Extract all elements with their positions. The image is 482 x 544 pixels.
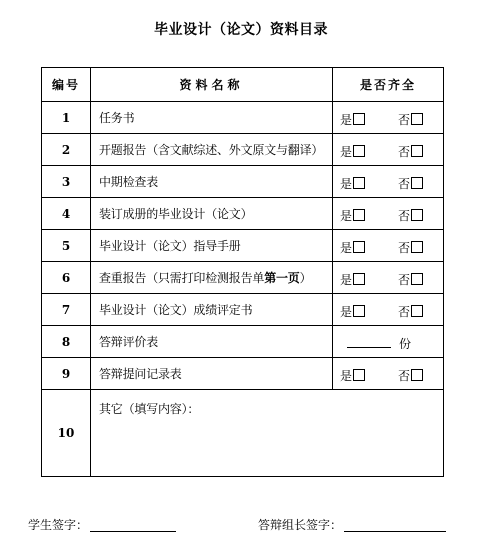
no-checkbox[interactable] (411, 369, 423, 381)
row-name: 任务书 (91, 102, 333, 134)
row-name: 装订成册的毕业设计（论文） (91, 198, 333, 230)
row-name: 毕业设计（论文）成绩评定书 (91, 294, 333, 326)
no-checkbox[interactable] (411, 273, 423, 285)
row-name: 中期检查表 (91, 166, 333, 198)
completeness-cell (333, 166, 444, 198)
yes-label: 是 (340, 369, 353, 383)
header-completeness: 是否齐全 (333, 68, 444, 102)
row-number: 3 (42, 166, 91, 198)
no-checkbox[interactable] (411, 177, 423, 189)
header-material-name: 资料名称 (91, 68, 333, 102)
other-content-field[interactable]: 其它（填写内容）： (91, 390, 444, 477)
completeness-cell (333, 102, 444, 134)
leader-signature (258, 516, 446, 533)
yes-checkbox[interactable] (353, 369, 365, 381)
completeness-cell (333, 198, 444, 230)
yes-checkbox[interactable] (353, 177, 365, 189)
row-number: 1 (42, 102, 91, 134)
row-number: 6 (42, 262, 91, 294)
yes-checkbox[interactable] (353, 145, 365, 157)
table-row (42, 102, 444, 134)
completeness-cell (333, 134, 444, 166)
table-row (42, 230, 444, 262)
row-number: 2 (42, 134, 91, 166)
row-name: 答辩提问记录表 (91, 358, 333, 390)
yes-label: 是 (340, 177, 353, 191)
row-number: 9 (42, 358, 91, 390)
row-name-prefix: 查重报告（只需打印检测报告单 (99, 271, 265, 285)
no-label: 否 (398, 241, 411, 255)
table-header-row (42, 68, 444, 102)
leader-signature-line[interactable] (344, 519, 446, 532)
copies-unit: 份 (399, 337, 412, 351)
table-row (42, 262, 444, 294)
table-row (42, 358, 444, 390)
no-label: 否 (398, 113, 411, 127)
no-checkbox[interactable] (411, 241, 423, 253)
yes-checkbox[interactable] (353, 209, 365, 221)
yes-label: 是 (340, 273, 353, 287)
yes-checkbox[interactable] (353, 241, 365, 253)
table-row (42, 198, 444, 230)
table-row (42, 326, 444, 358)
yes-label: 是 (340, 305, 353, 319)
table-row-other (42, 390, 444, 477)
table-row (42, 294, 444, 326)
row-number: 4 (42, 198, 91, 230)
row-name: 开题报告（含文献综述、外文原文与翻译） (91, 134, 333, 166)
completeness-cell (333, 262, 444, 294)
no-label: 否 (398, 305, 411, 319)
no-label: 否 (398, 145, 411, 159)
no-checkbox[interactable] (411, 209, 423, 221)
no-label: 否 (398, 273, 411, 287)
table-row (42, 166, 444, 198)
row-name-emphasis: 第一页 (264, 271, 300, 285)
row-number: 5 (42, 230, 91, 262)
row-name: 毕业设计（论文）指导手册 (91, 230, 333, 262)
row-number: 10 (42, 390, 91, 477)
yes-label: 是 (340, 209, 353, 223)
no-label: 否 (398, 177, 411, 191)
yes-checkbox[interactable] (353, 113, 365, 125)
row-number: 7 (42, 294, 91, 326)
row-number: 8 (42, 326, 91, 358)
materials-table (41, 67, 444, 477)
row-name (91, 262, 333, 294)
student-signature-label: 学生签字： (28, 518, 89, 532)
table-row (42, 134, 444, 166)
no-label: 否 (398, 209, 411, 223)
completeness-cell (333, 358, 444, 390)
no-checkbox[interactable] (411, 113, 423, 125)
yes-label: 是 (340, 241, 353, 255)
completeness-cell (333, 294, 444, 326)
no-checkbox[interactable] (411, 305, 423, 317)
student-signature (28, 516, 176, 533)
leader-signature-label: 答辩组长签字： (258, 518, 343, 532)
yes-label: 是 (340, 145, 353, 159)
student-signature-line[interactable] (90, 519, 176, 532)
no-label: 否 (398, 369, 411, 383)
no-checkbox[interactable] (411, 145, 423, 157)
yes-checkbox[interactable] (353, 305, 365, 317)
row-name: 答辩评价表 (91, 326, 333, 358)
page-title: 毕业设计（论文）资料目录 (154, 22, 328, 38)
copies-cell (333, 326, 444, 358)
copies-field[interactable] (347, 337, 391, 348)
completeness-cell (333, 230, 444, 262)
row-name-suffix: ） (299, 271, 312, 285)
yes-checkbox[interactable] (353, 273, 365, 285)
yes-label: 是 (340, 113, 353, 127)
header-number: 编号 (42, 68, 91, 102)
